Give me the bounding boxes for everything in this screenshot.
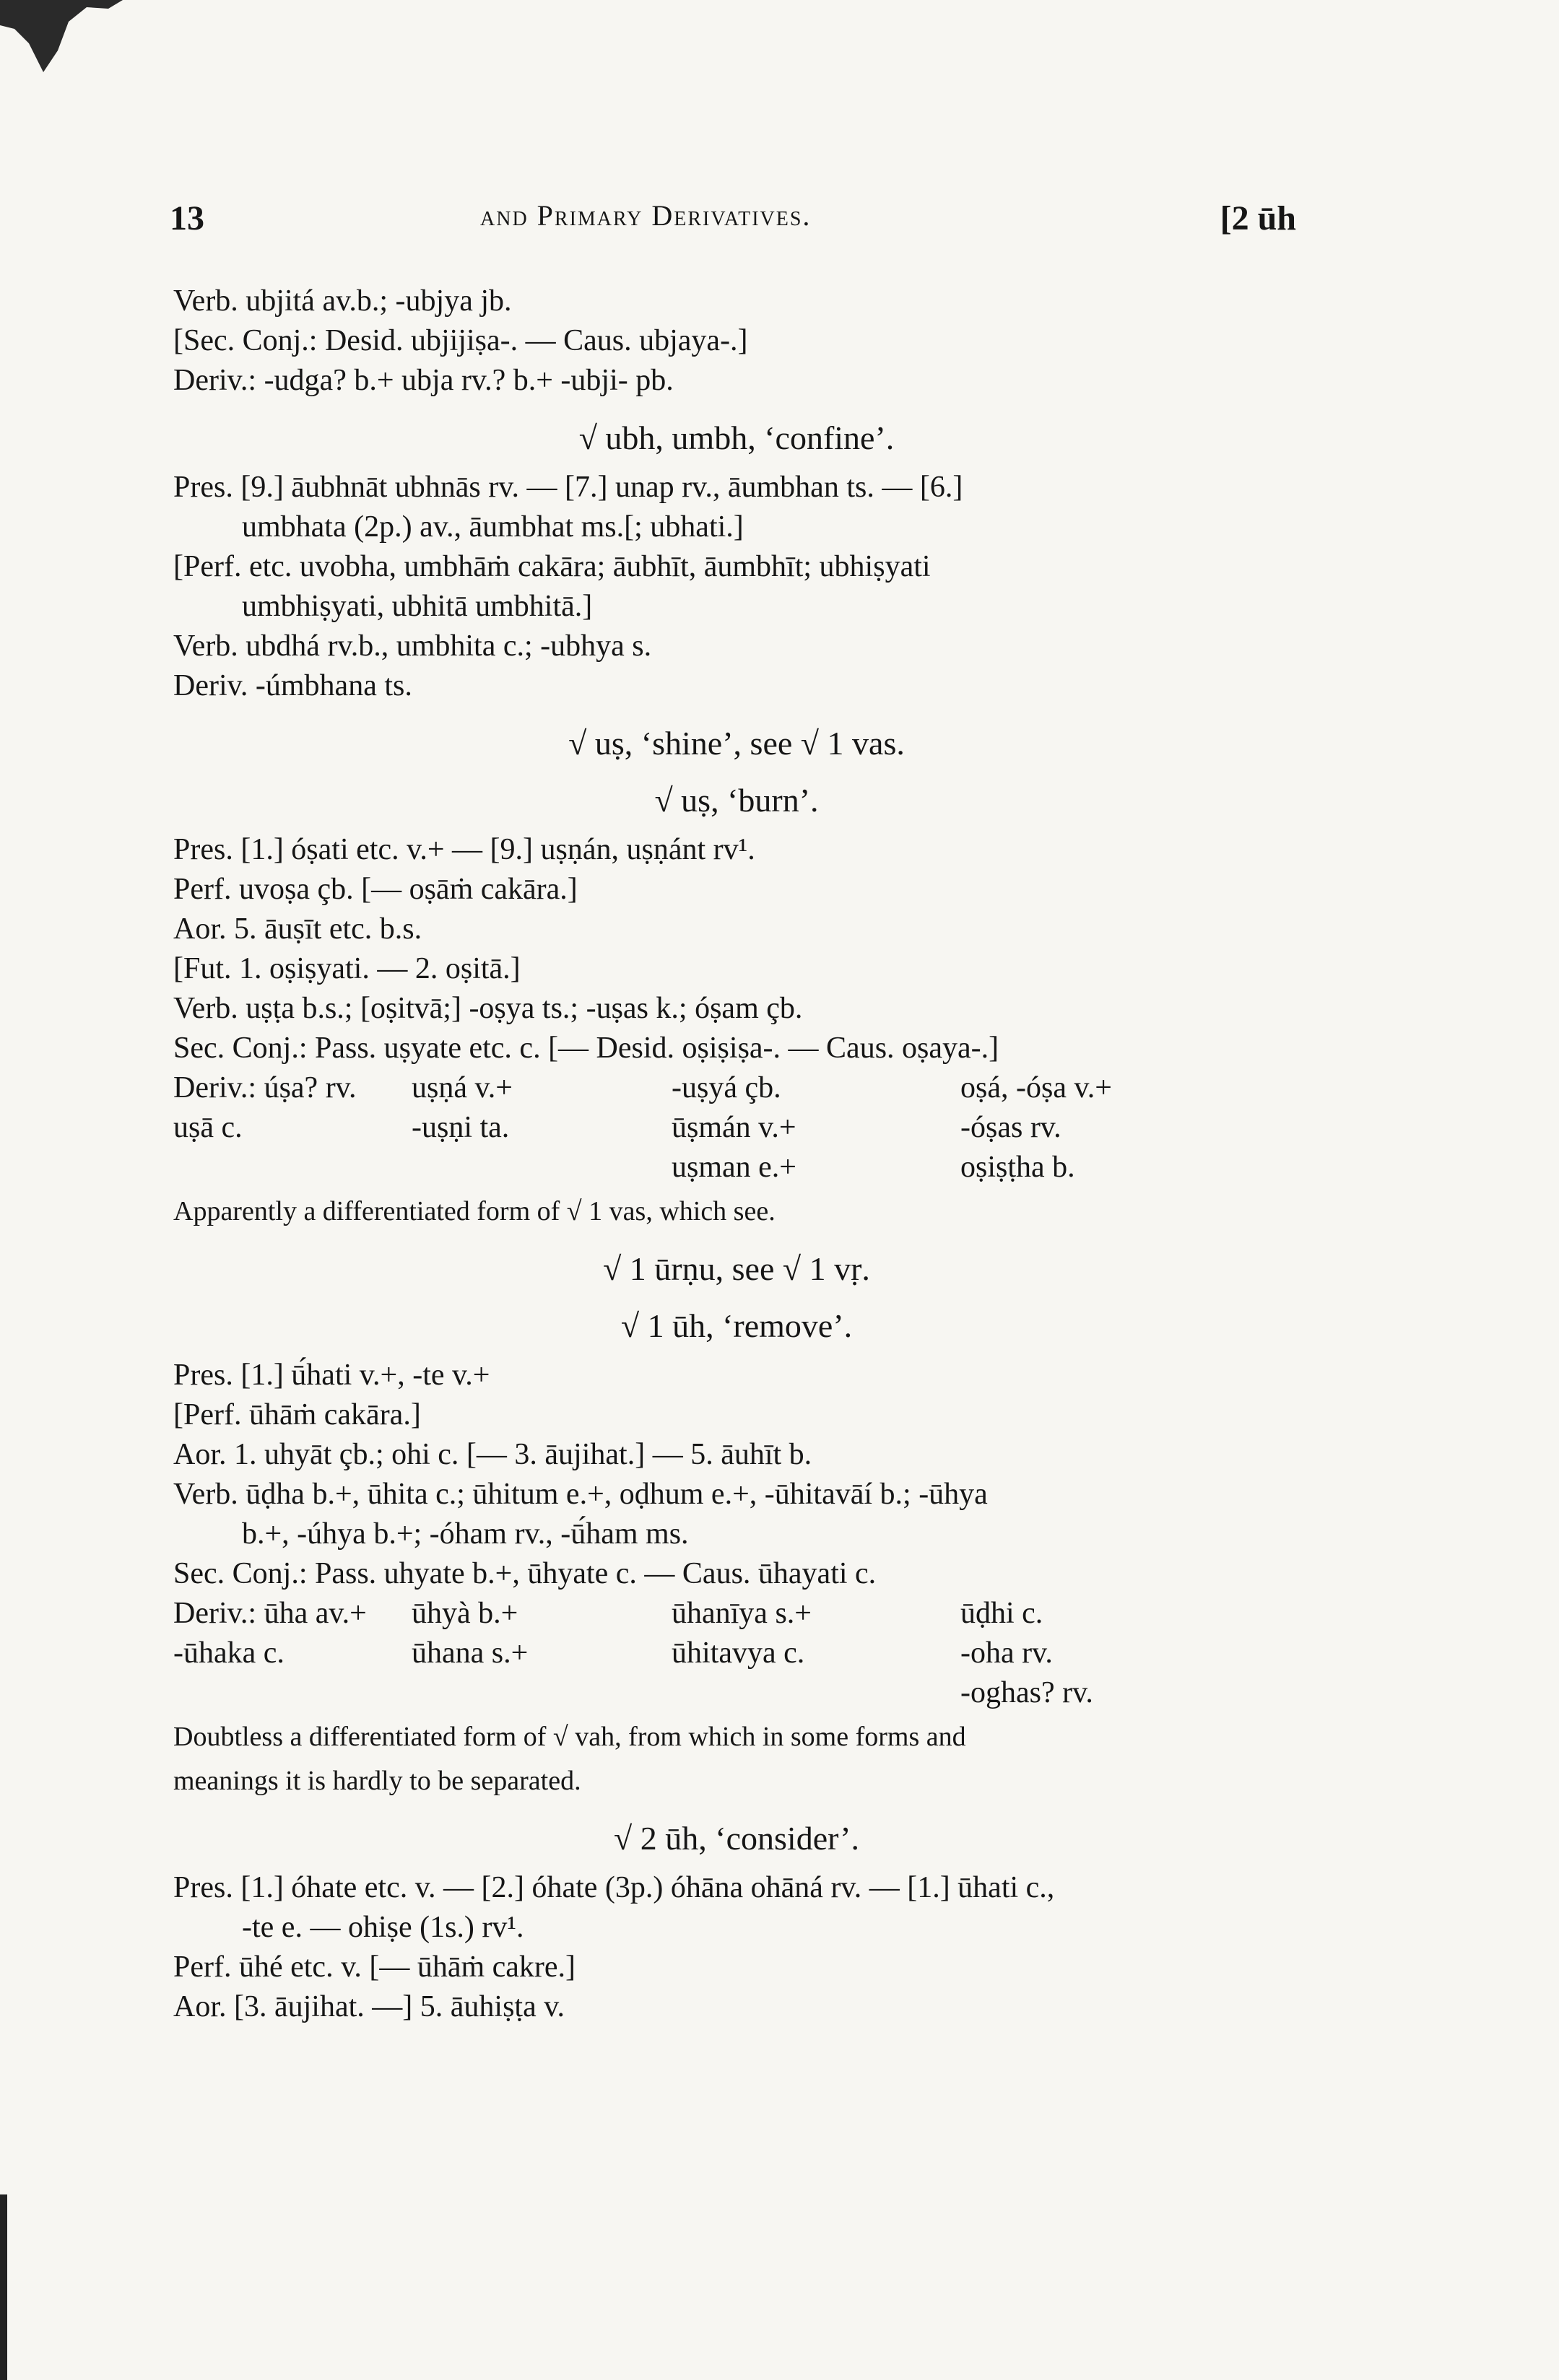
entry-line: Aor. [3. āujihat. —] 5. āuhiṣṭa v. xyxy=(173,1990,565,2023)
page-number: 13 xyxy=(170,199,204,237)
editorial-note: meanings it is hardly to be separated. xyxy=(173,1766,581,1796)
entry-line: umbhiṣyati, ubhitā umbhitā.] xyxy=(242,590,593,623)
derivative-cell: uṣā c. xyxy=(173,1111,243,1144)
entry-line: Deriv. -úmbhana ts. xyxy=(173,669,412,702)
entry-line: Pres. [9.] āubhnāt ubhnās rv. — [7.] unap rv., āumbhan ts. — [6.] xyxy=(173,471,963,504)
root-heading: √ uṣ, ‘shine’, see √ 1 vas. xyxy=(568,725,905,762)
derivative-cell: uṣṇá v.+ xyxy=(412,1071,513,1104)
derivative-cell: uṣman e.+ xyxy=(672,1151,796,1184)
root-heading: √ 1 ūrṇu, see √ 1 vṛ. xyxy=(603,1250,870,1287)
derivative-cell xyxy=(672,1673,960,1713)
derivative-cell: oṣá, -óṣa v.+ xyxy=(960,1071,1112,1104)
entry-line: Aor. 1. uhyāt çb.; ohi c. [— 3. āujihat.] — 5. āuhīt b. xyxy=(173,1438,812,1471)
entry-line: Pres. [1.] ū́hati v.+, -te v.+ xyxy=(173,1359,490,1392)
entry-line: Verb. ūḍha b.+, ūhita c.; ūhitum e.+, oḍhum e.+, -ūhitavāí b.; -ūhya xyxy=(173,1478,988,1511)
entry-line: Sec. Conj.: Pass. uhyate b.+, ūhyate c. — Caus. ūhayati c. xyxy=(173,1557,877,1590)
entry-line: [Perf. etc. uvobha, umbhāṁ cakāra; āubhīt, āumbhīt; ubhiṣyati xyxy=(173,550,931,583)
editorial-note: Apparently a differentiated form of √ 1 vas, which see. xyxy=(173,1196,776,1226)
derivative-cell xyxy=(173,1148,412,1187)
entry-line: [Perf. ūhāṁ cakāra.] xyxy=(173,1398,421,1431)
derivative-cell: Deriv.: úṣa? rv. xyxy=(173,1071,357,1104)
derivative-row xyxy=(173,1634,1300,1673)
derivative-cell: ūṣmán v.+ xyxy=(672,1111,796,1144)
section-reference: [2 ūh xyxy=(1220,199,1296,237)
entry-line: Deriv.: -udga? b.+ ubja rv.? b.+ -ubji- pb. xyxy=(173,364,674,397)
derivative-cell: ūḍhi c. xyxy=(960,1597,1043,1630)
entry-line: -te e. — ohiṣe (1s.) rv¹. xyxy=(242,1911,524,1944)
root-heading: √ 2 ūh, ‘consider’. xyxy=(614,1820,859,1857)
running-title: and Primary Derivatives. xyxy=(480,199,812,232)
root-heading: √ ubh, umbh, ‘confine’. xyxy=(578,419,895,456)
entry-line: Perf. ūhé etc. v. [— ūhāṁ cakre.] xyxy=(173,1950,576,1984)
derivative-row xyxy=(173,1108,1300,1148)
derivative-row xyxy=(173,1068,1300,1108)
derivative-row xyxy=(173,1594,1300,1634)
derivative-cell: -ūhaka c. xyxy=(173,1636,285,1670)
derivative-row xyxy=(173,1148,1300,1187)
dictionary-body xyxy=(173,282,1300,2027)
entry-line: Pres. [1.] óhate etc. v. — [2.] óhate (3p.) óhāna ohāná rv. — [1.] ūhati c., xyxy=(173,1871,1055,1904)
editorial-note: Doubtless a differentiated form of √ vah, from which in some forms and xyxy=(173,1722,966,1752)
root-heading: √ uṣ, ‘burn’. xyxy=(654,782,819,819)
derivative-cell: -óṣas rv. xyxy=(960,1111,1061,1144)
entry-line: Perf. uvoṣa çb. [— oṣāṁ cakāra.] xyxy=(173,873,578,906)
running-header xyxy=(170,199,1296,256)
entry-line: Verb. ubjitá av.b.; -ubjya jb. xyxy=(173,284,512,318)
entry-line: b.+, -úhya b.+; -óham rv., -ū́ham ms. xyxy=(242,1517,689,1551)
derivative-cell: -uṣṇi ta. xyxy=(412,1111,510,1144)
entry-line: [Sec. Conj.: Desid. ubjijiṣa-. — Caus. ubjaya-.] xyxy=(173,324,748,357)
scan-corner-mark xyxy=(0,0,123,79)
entry-line: Verb. ubdhá rv.b., umbhita c.; -ubhya s. xyxy=(173,629,652,663)
entry-line: Verb. uṣṭa b.s.; [oṣitvā;] -oṣya ts.; -uṣas k.; óṣam çb. xyxy=(173,992,803,1025)
derivative-cell: Deriv.: ūha av.+ xyxy=(173,1597,367,1630)
derivative-cell xyxy=(412,1148,672,1187)
derivative-cell: ūhyà b.+ xyxy=(412,1597,518,1630)
derivative-cell: -oha rv. xyxy=(960,1636,1053,1670)
root-heading: √ 1 ūh, ‘remove’. xyxy=(620,1307,853,1344)
entry-line: umbhata (2p.) av., āumbhat ms.[; ubhati.] xyxy=(242,510,744,544)
derivative-cell: ūhana s.+ xyxy=(412,1636,529,1670)
derivative-cell: ūhitavya c. xyxy=(672,1636,805,1670)
derivative-cell xyxy=(173,1673,412,1713)
scan-edge-bar xyxy=(0,2194,7,2380)
derivative-cell xyxy=(412,1673,672,1713)
entry-line: Sec. Conj.: Pass. uṣyate etc. c. [— Desid. oṣiṣiṣa-. — Caus. oṣaya-.] xyxy=(173,1032,999,1065)
derivative-cell: oṣiṣṭha b. xyxy=(960,1151,1075,1184)
derivative-cell: ūhanīya s.+ xyxy=(672,1597,812,1630)
derivative-cell: -uṣyá çb. xyxy=(672,1071,781,1104)
derivative-row xyxy=(173,1673,1300,1713)
entry-line: Pres. [1.] óṣati etc. v.+ — [9.] uṣṇán, uṣṇánt rv¹. xyxy=(173,833,755,866)
entry-line: [Fut. 1. oṣiṣyati. — 2. oṣitā.] xyxy=(173,952,521,985)
entry-line: Aor. 5. āuṣīt etc. b.s. xyxy=(173,912,422,946)
derivative-cell: -oghas? rv. xyxy=(960,1676,1093,1709)
